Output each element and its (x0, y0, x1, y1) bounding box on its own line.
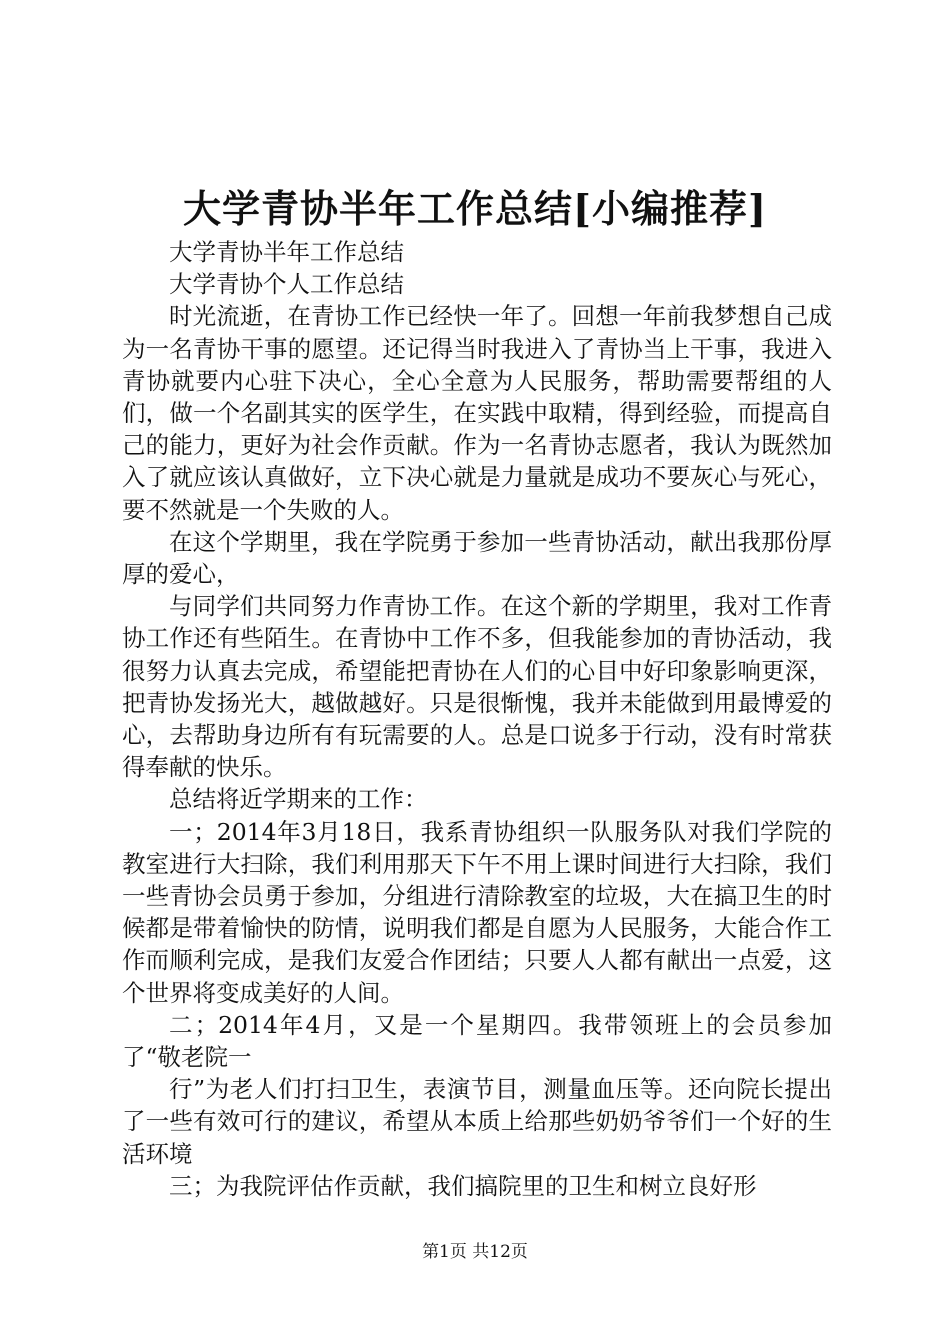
paragraph: 一；2014年3月18日，我系青协组织一队服务队对我们学院的教室进行大扫除，我们利用那天下午不用上课时间进行大扫除，我们一些青协会员勇于参加，分组进行清除教室的垃圾，大在搞卫生的时候都是带着愉快的防情，说明我们都是自愿为人民服务，大能合作工作而顺利完成，是我们友爱合作团结；只要人人都有献出一点爱，这个世界将变成美好的人间。 (122, 817, 832, 1007)
paragraph: 行”为老人们打扫卫生，表演节目，测量血压等。还向院长提出了一些有效可行的建议，希望从本质上给那些奶奶爷爷们一个好的生活环境 (122, 1075, 832, 1168)
paragraph: 大学青协半年工作总结 (169, 238, 404, 266)
paragraph: 时光流逝，在青协工作已经快一年了。回想一年前我梦想自己成为一名青协干事的愿望。还记得当时我进入了青协当上干事，我进入青协就要内心驻下决心，全心全意为人民服务，帮助需要帮组的人们，做一个名副其实的医学生，在实践中取精，得到经验，而提高自己的能力，更好为社会作贡献。作为一名青协志愿者，我认为既然加入了就应该认真做好，立下决心就是力量就是成功不要灰心与死心，要不然就是一个失败的人。 (122, 302, 832, 524)
document-title: 大学青协半年工作总结[小编推荐] (183, 186, 767, 231)
document-body (122, 236, 832, 1202)
paragraph: 总结将近学期来的工作： (169, 785, 428, 814)
paragraph: 在这个学期里，我在学院勇于参加一些青协活动，献出我那份厚厚的爱心， (122, 527, 832, 589)
paragraph: 二；2014年4月，又是一个星期四。我带领班上的会员参加了“敬老院一 (122, 1010, 832, 1072)
page-number: 第1页 共12页 (422, 1242, 528, 1262)
paragraph: 三；为我院评估作贡献，我们搞院里的卫生和树立良好形 (169, 1171, 757, 1200)
paragraph: 与同学们共同努力作青协工作。在这个新的学期里，我对工作青协工作还有些陌生。在青协中工作不多，但我能参加的青协活动，我很努力认真去完成，希望能把青协在人们的心目中好印象影响更深，把青协发扬光大，越做越好。只是很惭愧，我并未能做到用最博爱的心，去帮助身边所有有玩需要的人。总是口说多于行动，没有时常获得奉献的快乐。 (122, 592, 832, 782)
paragraph: 大学青协个人工作总结 (169, 270, 404, 299)
